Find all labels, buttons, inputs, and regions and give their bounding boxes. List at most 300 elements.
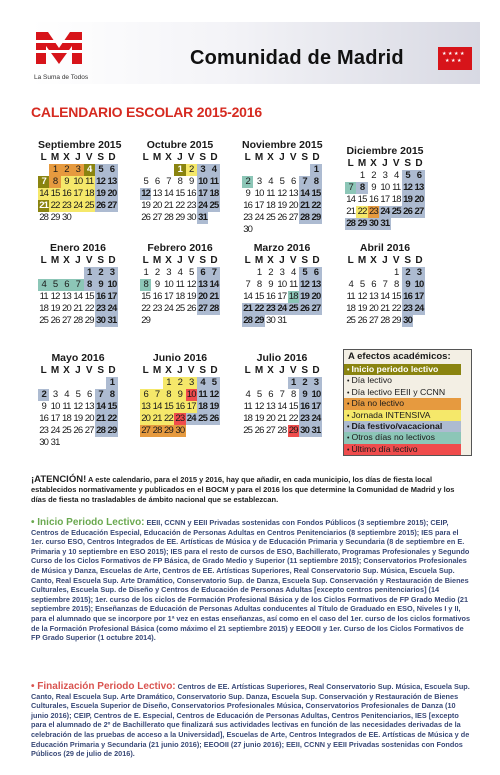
legend-label: Día lectivo EEII y CCNN xyxy=(351,386,446,397)
month-title: Enero 2016 xyxy=(49,242,107,254)
weekday-header: L xyxy=(142,152,149,163)
day-cell: 16 xyxy=(61,188,71,199)
day-cell: 9 xyxy=(61,176,72,188)
day-cell: 28 xyxy=(243,315,253,326)
weekday-header: S xyxy=(404,255,411,266)
day-cell: 13 xyxy=(141,401,151,412)
day-cell: 24 xyxy=(107,303,117,314)
finalizacion-heading: • Finalización Periodo Lectivo: xyxy=(31,681,176,692)
month-calendar xyxy=(345,145,425,230)
day-cell: 29 xyxy=(50,212,60,223)
day-cell: 15 xyxy=(141,291,151,302)
month-title: Junio 2016 xyxy=(152,352,208,364)
empty-cell xyxy=(84,377,95,389)
day-cell: 7 xyxy=(245,279,250,290)
day-cell: 5 xyxy=(402,170,413,182)
day-cell: 28 xyxy=(96,425,106,436)
day-cell: 11 xyxy=(346,291,355,302)
day-cell: 2 xyxy=(38,389,49,401)
weekday-header: J xyxy=(177,365,183,376)
day-cell: 15 xyxy=(163,401,173,412)
day-cell: 7 xyxy=(279,389,285,400)
day-cell: 29 xyxy=(357,218,367,229)
day-cell: 6 xyxy=(61,279,72,291)
legend-label: Jornada INTENSIVA xyxy=(351,409,431,420)
day-cell: 3 xyxy=(413,267,424,279)
day-cell: 24 xyxy=(311,413,321,424)
month-grid xyxy=(242,152,322,236)
weekday-header: S xyxy=(301,255,308,266)
day-cell: 5 xyxy=(208,377,219,389)
day-cell: 1 xyxy=(174,164,185,176)
day-cell: 22 xyxy=(357,206,367,217)
day-cell: 7 xyxy=(382,279,388,290)
day-cell: 11 xyxy=(62,401,71,412)
day-cell: 12 xyxy=(186,279,196,290)
day-cell: 12 xyxy=(73,401,83,412)
weekday-header: D xyxy=(210,365,218,376)
weekday-header: J xyxy=(279,255,285,266)
logo-subtitle: La Suma de Todos xyxy=(34,74,89,81)
day-cell: 8 xyxy=(256,279,262,290)
day-cell: 9 xyxy=(299,389,310,401)
weekday-header: L xyxy=(244,365,251,376)
legend xyxy=(343,349,472,456)
legend-label: Día lectivo xyxy=(351,375,393,386)
day-cell: 1 xyxy=(163,377,174,389)
day-cell: 8 xyxy=(106,389,117,401)
day-cell: 3 xyxy=(382,170,388,181)
day-cell: 23 xyxy=(300,413,310,424)
day-cell: 15 xyxy=(288,401,298,412)
weekday-header: L xyxy=(244,152,251,163)
weekday-header: X xyxy=(165,255,172,266)
weekday-header: J xyxy=(177,255,183,266)
day-cell: 2 xyxy=(186,164,197,176)
legend-title: A efectos académicos: xyxy=(348,351,451,362)
day-cell: 30 xyxy=(61,212,71,223)
legend-item xyxy=(344,421,461,432)
day-cell: 13 xyxy=(265,401,275,412)
weekday-header: D xyxy=(415,158,423,169)
day-cell: 20 xyxy=(61,303,71,314)
weekday-header: M xyxy=(254,365,264,376)
weekday-header: D xyxy=(108,255,116,266)
weekday-header: L xyxy=(40,365,47,376)
day-cell: 24 xyxy=(414,303,424,314)
month-grid xyxy=(38,365,118,449)
day-cell: 21 xyxy=(209,291,219,302)
day-cell: 9 xyxy=(245,188,250,199)
day-cell: 4 xyxy=(394,170,399,181)
weekday-header: X xyxy=(267,365,274,376)
day-cell: 26 xyxy=(300,303,310,314)
day-cell: 15 xyxy=(84,291,94,302)
weekday-header: D xyxy=(415,255,423,266)
weekday-header: M xyxy=(357,158,367,169)
day-cell: 22 xyxy=(50,200,60,211)
day-cell: 18 xyxy=(391,194,401,205)
day-cell: 30 xyxy=(265,315,275,326)
weekday-header: L xyxy=(347,255,354,266)
day-cell: 10 xyxy=(277,279,287,290)
day-cell: 13 xyxy=(198,279,208,290)
day-cell: 26 xyxy=(50,315,60,326)
month-title: Mayo 2016 xyxy=(51,352,105,364)
day-cell: 7 xyxy=(166,176,171,187)
weekday-header: S xyxy=(301,365,308,376)
weekday-header: X xyxy=(165,365,172,376)
empty-cell xyxy=(276,164,287,176)
day-cell: 3 xyxy=(197,164,208,176)
day-cell: 29 xyxy=(288,425,298,436)
day-cell: 17 xyxy=(107,291,117,302)
month-grid xyxy=(345,255,425,327)
weekday-header: D xyxy=(312,255,320,266)
month-grid xyxy=(140,255,220,327)
day-cell: 18 xyxy=(265,200,275,211)
weekday-header: X xyxy=(370,158,377,169)
weekday-header: J xyxy=(75,365,81,376)
day-cell: 31 xyxy=(198,212,208,223)
day-cell: 23 xyxy=(368,206,378,217)
day-cell: 18 xyxy=(243,413,253,424)
weekday-header: M xyxy=(50,152,60,163)
day-cell: 5 xyxy=(95,164,106,176)
weekday-header: M xyxy=(152,365,162,376)
day-cell: 21 xyxy=(300,200,310,211)
day-cell: 6 xyxy=(154,176,160,187)
day-cell: 30 xyxy=(403,315,413,326)
day-cell: 1 xyxy=(256,267,262,278)
day-cell: 29 xyxy=(141,315,151,326)
month-calendar xyxy=(140,352,220,437)
bullet-icon: • xyxy=(347,412,350,420)
weekday-header: X xyxy=(267,255,274,266)
day-cell: 25 xyxy=(61,425,71,436)
day-cell: 16 xyxy=(39,413,49,424)
day-cell: 11 xyxy=(266,188,275,199)
day-cell: 2 xyxy=(371,170,376,181)
month-title: Septiembre 2015 xyxy=(38,139,122,151)
day-cell: 14 xyxy=(163,188,173,199)
weekday-header: V xyxy=(85,255,93,266)
day-cell: 29 xyxy=(107,425,117,436)
day-cell: 21 xyxy=(39,200,49,211)
month-title: Julio 2016 xyxy=(256,352,308,364)
day-cell: 6 xyxy=(197,267,208,279)
empty-cell xyxy=(265,377,276,389)
day-cell: 7 xyxy=(208,267,219,279)
day-cell: 22 xyxy=(107,413,117,424)
day-cell: 29 xyxy=(391,315,401,326)
day-cell: 24 xyxy=(380,206,390,217)
empty-cell xyxy=(288,164,299,176)
day-cell: 10 xyxy=(311,389,321,400)
empty-cell xyxy=(356,267,367,279)
day-cell: 25 xyxy=(198,413,208,424)
day-cell: 26 xyxy=(96,200,106,211)
day-cell: 4 xyxy=(245,389,250,400)
day-cell: 29 xyxy=(163,425,173,436)
day-cell: 19 xyxy=(300,291,310,302)
day-cell: 4 xyxy=(348,279,353,290)
day-cell: 30 xyxy=(175,425,185,436)
day-cell: 31 xyxy=(107,315,117,326)
weekday-header: S xyxy=(199,152,206,163)
day-cell: 6 xyxy=(413,170,424,182)
day-cell: 16 xyxy=(403,291,413,302)
bullet-icon: • xyxy=(347,446,350,454)
day-cell: 8 xyxy=(177,176,183,187)
empty-cell xyxy=(242,164,253,176)
empty-cell xyxy=(61,267,72,279)
day-cell: 25 xyxy=(346,315,356,326)
day-cell: 17 xyxy=(50,413,60,424)
empty-cell xyxy=(72,267,83,279)
attention-note xyxy=(31,475,471,505)
day-cell: 28 xyxy=(73,315,83,326)
month-calendar xyxy=(242,352,322,437)
legend-item xyxy=(344,410,461,421)
weekday-header: J xyxy=(279,152,285,163)
day-cell: 11 xyxy=(175,279,184,290)
legend-item xyxy=(344,387,461,398)
day-cell: 27 xyxy=(198,303,208,314)
day-cell: 25 xyxy=(39,315,49,326)
day-cell: 22 xyxy=(175,200,185,211)
day-cell: 26 xyxy=(73,425,83,436)
day-cell: 29 xyxy=(311,212,321,223)
day-cell: 27 xyxy=(288,212,298,223)
day-cell: 28 xyxy=(346,218,356,229)
day-cell: 22 xyxy=(288,413,298,424)
day-cell: 19 xyxy=(277,200,287,211)
month-title: Diciembre 2015 xyxy=(346,145,424,157)
day-cell: 14 xyxy=(346,194,356,205)
day-cell: 31 xyxy=(50,437,60,448)
day-cell: 20 xyxy=(288,200,298,211)
logo xyxy=(34,26,89,81)
day-cell: 15 xyxy=(175,188,185,199)
day-cell: 30 xyxy=(300,425,310,436)
day-cell: 16 xyxy=(186,188,196,199)
bullet-icon: • xyxy=(347,367,350,374)
empty-cell xyxy=(345,170,356,182)
madrid-flag-icon: ★ ★ ★ ★ ★ ★ ★ xyxy=(438,47,472,70)
weekday-header: L xyxy=(142,365,149,376)
inicio-section xyxy=(31,518,471,643)
legend-item xyxy=(344,364,461,375)
day-cell: 25 xyxy=(391,206,401,217)
day-cell: 1 xyxy=(106,377,117,389)
day-cell: 1 xyxy=(84,267,95,279)
weekday-header: M xyxy=(152,255,162,266)
day-cell: 3 xyxy=(166,267,171,278)
day-cell: 4 xyxy=(64,389,69,400)
madrid-logo-icon xyxy=(34,26,84,66)
day-cell: 1 xyxy=(288,377,299,389)
bullet-icon: • xyxy=(347,401,350,409)
day-cell: 14 xyxy=(73,291,83,302)
day-cell: 19 xyxy=(403,194,413,205)
month-title: Febrero 2016 xyxy=(147,242,213,254)
day-cell: 27 xyxy=(414,206,424,217)
day-cell: 3 xyxy=(279,267,285,278)
day-cell: 4 xyxy=(197,377,208,389)
day-cell: 6 xyxy=(291,176,296,187)
month-calendar xyxy=(38,139,122,224)
weekday-header: X xyxy=(63,365,70,376)
weekday-header: V xyxy=(187,152,195,163)
day-cell: 16 xyxy=(152,291,162,302)
day-cell: 6 xyxy=(87,389,92,400)
day-cell: 22 xyxy=(163,413,173,424)
month-calendar xyxy=(345,242,425,327)
day-cell: 8 xyxy=(291,389,296,400)
day-cell: 26 xyxy=(141,212,151,223)
day-cell: 1 xyxy=(394,267,399,278)
day-cell: 17 xyxy=(198,188,208,199)
empty-cell xyxy=(163,164,174,176)
day-cell: 9 xyxy=(174,389,185,401)
day-cell: 25 xyxy=(84,200,94,211)
day-cell: 19 xyxy=(141,200,151,211)
empty-cell xyxy=(299,164,310,176)
day-cell: 7 xyxy=(299,176,310,188)
day-cell: 10 xyxy=(254,188,264,199)
day-cell: 15 xyxy=(391,291,401,302)
legend-label: Último día lectivo xyxy=(351,443,418,454)
weekday-header: D xyxy=(312,152,320,163)
day-cell: 19 xyxy=(254,413,264,424)
weekday-header: D xyxy=(108,365,116,376)
weekday-header: L xyxy=(244,255,251,266)
day-cell: 20 xyxy=(107,188,117,199)
inicio-text: EEII, CCNN y EEII Privadas sostenidas con Fondos Públicos (3 septiembre 2015); CEIP, Centros de Educación Especial, Educación de Personas Adultas en Centros Penitenciarios (8 septiembre 2015); IES para el 1er. curso ESO, Centros Integrados de EE. Artísticas de Música y de Educación Primaria y Secundaria (8 de septiembre en E. Primaria y 10 septiembre en ESO 2015); IES para el resto de cursos de ESO, Bachillerato, Programas Profesionales y Segundo Curso de los Ciclos Formativos de FP Básica, de Grado Medio y Superior (11 septiembre 2015); Conservatorios Profesionales de Música y Danza, Escuelas de Arte, Centros de EE. Artísticas Superiores, Real Conservatorio Sup. Música, Escuela Sup. Canto, Real Escuela Sup. Arte Dramático, Conservatorio Sup. de Danza, Escuela Sup. Conservación y Restauración de Bienes Culturales, Escuela Sup. de Diseño y Centros de Educación de Personas Adultas [excepto centros penitenciarios] (14 septiembre 2015); 1er. curso de los ciclos de Formación Profesional Básica y de los Ciclos Formativos de FP Grado Medio (21 septiembre 2015); Enseñanzas de Educación de Personas Adultas conducentes al Título de Graduado en ESO, Niveles I y II, para el alumnado que se incorpore por 1ª vez en estas enseñanzas, así como en el caso del 1er. curso de los ciclos formativos de la Formación Profesional Básica (como máximo el 21 septiembre 2015) y EEOOII y 1er. Curso de los Ciclos Formativos de FP Grado Superior (1 octubre 2014). xyxy=(31,518,471,643)
day-cell: 17 xyxy=(277,291,287,302)
day-cell: 15 xyxy=(357,194,367,205)
weekday-header: V xyxy=(289,365,297,376)
day-cell: 12 xyxy=(357,291,367,302)
weekday-header: L xyxy=(40,152,47,163)
finalizacion-section xyxy=(31,682,471,759)
month-grid xyxy=(38,255,118,327)
day-cell: 23 xyxy=(61,200,71,211)
day-cell: 9 xyxy=(268,279,273,290)
weekday-header: V xyxy=(289,152,297,163)
day-cell: 27 xyxy=(84,425,94,436)
day-cell: 14 xyxy=(152,401,162,412)
day-cell: 27 xyxy=(368,315,378,326)
day-cell: 10 xyxy=(380,182,390,193)
day-cell: 30 xyxy=(186,212,196,223)
day-cell: 27 xyxy=(61,315,71,326)
empty-cell xyxy=(38,164,49,176)
weekday-header: M xyxy=(50,365,60,376)
weekday-header: J xyxy=(382,158,388,169)
day-cell: 19 xyxy=(357,303,367,314)
empty-cell xyxy=(242,377,253,389)
empty-cell xyxy=(151,164,162,176)
month-grid xyxy=(345,158,425,230)
empty-cell xyxy=(276,377,287,389)
month-calendar xyxy=(140,139,220,224)
month-grid xyxy=(242,255,322,327)
day-cell: 11 xyxy=(39,291,48,302)
month-grid xyxy=(140,365,220,437)
day-cell: 5 xyxy=(279,176,285,187)
day-cell: 13 xyxy=(368,291,378,302)
weekday-header: S xyxy=(199,255,206,266)
month-title: Noviembre 2015 xyxy=(242,139,323,151)
weekday-header: X xyxy=(63,255,70,266)
day-cell: 12 xyxy=(277,188,287,199)
attention-lead: ¡ATENCIÓN! xyxy=(31,474,87,485)
day-cell: 3 xyxy=(256,176,262,187)
day-cell: 9 xyxy=(95,279,106,291)
day-cell: 9 xyxy=(154,279,160,290)
day-cell: 9 xyxy=(189,176,194,187)
day-cell: 10 xyxy=(163,279,173,290)
month-calendar xyxy=(140,242,220,327)
day-cell: 28 xyxy=(39,212,49,223)
day-cell: 14 xyxy=(96,401,106,412)
bullet-icon: • xyxy=(347,423,350,431)
day-cell: 13 xyxy=(61,291,71,302)
day-cell: 24 xyxy=(163,303,173,314)
day-cell: 13 xyxy=(152,188,162,199)
day-cell: 11 xyxy=(243,401,252,412)
bullet-icon: • xyxy=(347,378,350,386)
empty-cell xyxy=(49,267,60,279)
empty-cell xyxy=(379,267,390,279)
day-cell: 30 xyxy=(39,437,49,448)
day-cell: 20 xyxy=(84,413,94,424)
weekday-header: S xyxy=(301,152,308,163)
empty-cell xyxy=(368,267,379,279)
weekday-header: L xyxy=(142,255,149,266)
day-cell: 21 xyxy=(243,303,253,314)
legend-item xyxy=(344,398,461,409)
day-cell: 8 xyxy=(356,182,367,194)
day-cell: 18 xyxy=(209,188,219,199)
day-cell: 26 xyxy=(277,212,287,223)
weekday-header: M xyxy=(152,152,162,163)
day-cell: 12 xyxy=(209,389,219,400)
day-cell: 19 xyxy=(209,401,219,412)
day-cell: 18 xyxy=(39,303,49,314)
weekday-header: J xyxy=(382,255,388,266)
month-calendar xyxy=(242,139,322,236)
day-cell: 17 xyxy=(380,194,390,205)
empty-cell xyxy=(95,377,106,389)
month-calendar xyxy=(38,242,118,327)
day-cell: 25 xyxy=(209,200,219,211)
day-cell: 2 xyxy=(174,377,185,389)
month-title: Marzo 2016 xyxy=(253,242,311,254)
day-cell: 3 xyxy=(52,389,58,400)
day-cell: 7 xyxy=(72,279,83,291)
day-cell: 9 xyxy=(402,279,413,291)
empty-cell xyxy=(61,377,72,389)
day-cell: 2 xyxy=(154,267,160,278)
day-cell: 17 xyxy=(414,291,424,302)
day-cell: 6 xyxy=(371,279,376,290)
day-cell: 11 xyxy=(198,389,207,400)
day-cell: 20 xyxy=(198,291,208,302)
day-cell: 19 xyxy=(73,413,83,424)
